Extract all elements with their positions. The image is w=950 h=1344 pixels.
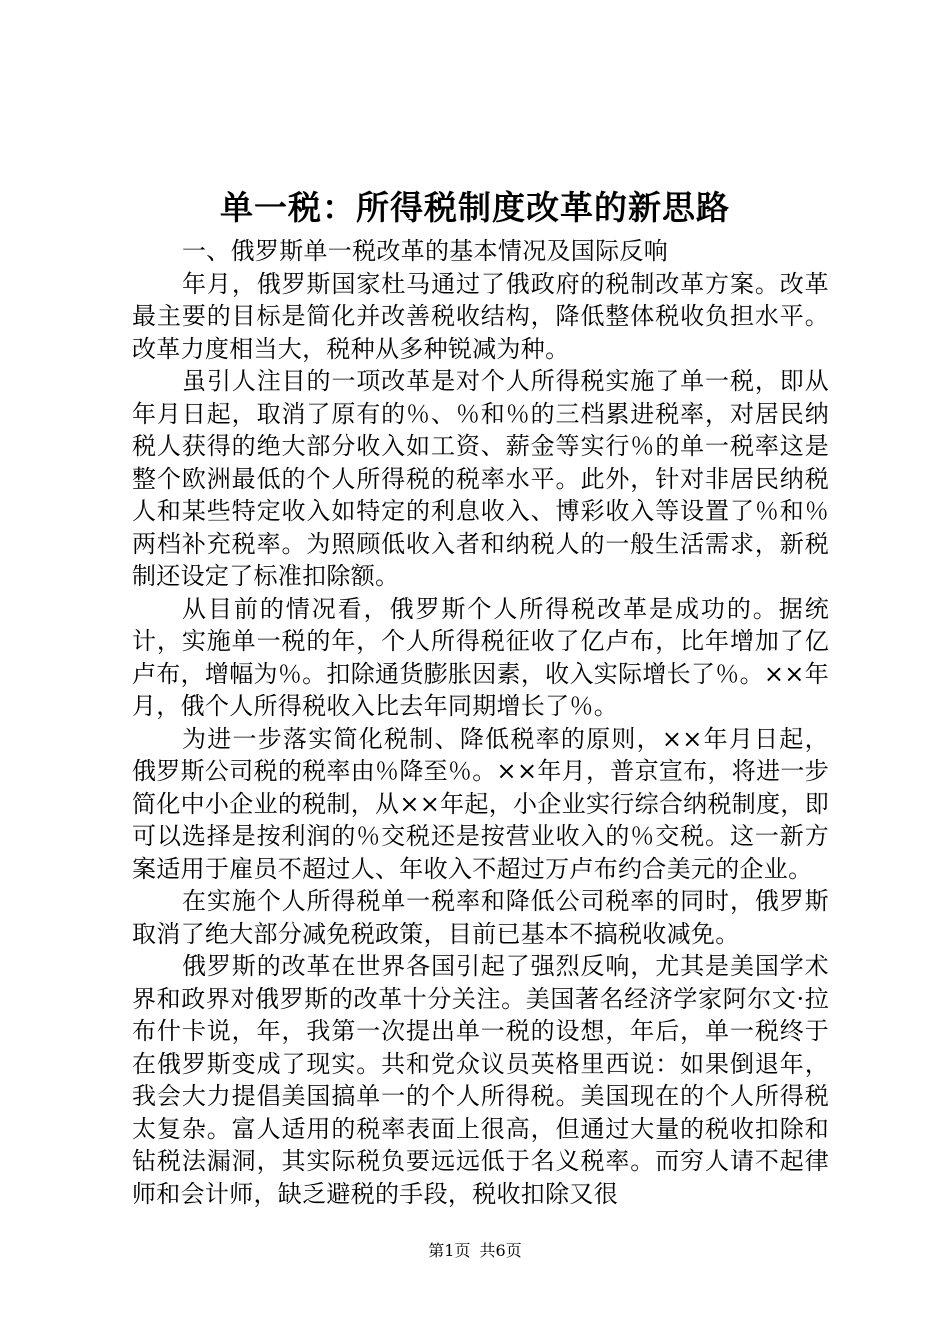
paragraph: 年月，俄罗斯国家杜马通过了俄政府的税制改革方案。改革最主要的目标是简化并改善税收结构，降低整体税收负担水平。改革力度相当大，税种从多种锐减为种。	[132, 269, 829, 363]
paragraph: 俄罗斯的改革在世界各国引起了强烈反响，尤其是美国学术界和政界对俄罗斯的改革十分关注。美国著名经济学家阿尔文·拉布什卡说，年，我第一次提出单一税的设想，年后，单一税终于在俄罗斯变成了现实。共和党众议员英格里西说：如果倒退年，我会大力提倡美国搞单一的个人所得税。美国现在的个人所得税太复杂。富人适用的税率表面上很高，但通过大量的税收扣除和钻税法漏洞，其实际税负要远远低于名义税率。而穷人请不起律师和会计师，缺乏避税的手段，税收扣除又很	[132, 952, 829, 1208]
document-title: 单一税：所得税制度改革的新思路	[220, 188, 730, 227]
document-body	[132, 235, 829, 1210]
section-heading: 一、俄罗斯单一税改革的基本情况及国际反响	[182, 237, 668, 265]
page-number: 第1页	[428, 1241, 471, 1260]
paragraph: 为进一步落实简化税制、降低税率的原则，××年月日起，俄罗斯公司税的税率由％降至％。××年月，普京宣布，将进一步简化中小企业的税制，从××年起，小企业实行综合纳税制度，即可以选择是按利润的％交税还是按营业收入的％交税。这一新方案适用于雇员不超过人、年收入不超过万卢布约合美元的企业。	[132, 724, 829, 883]
paragraph: 虽引人注目的一项改革是对个人所得税实施了单一税，即从年月日起，取消了原有的％、％和％的三档累进税率，对居民纳税人获得的绝大部分收入如工资、薪金等实行％的单一税率这是整个欧洲最低的个人所得税的税率水平。此外，针对非居民纳税人和某些特定收入如特定的利息收入、博彩收入等设置了％和％两档补充税率。为照顾低收入者和纳税人的一般生活需求，新税制还设定了标准扣除额。	[132, 367, 829, 590]
paragraph: 从目前的情况看，俄罗斯个人所得税改革是成功的。据统计，实施单一税的年，个人所得税征收了亿卢布，比年增加了亿卢布，增幅为％。扣除通货膨胀因素，收入实际增长了％。××年月，俄个人所得税收入比去年同期增长了％。	[132, 594, 829, 720]
page-footer	[0, 1240, 950, 1262]
paragraph: 在实施个人所得税单一税率和降低公司税率的同时，俄罗斯取消了绝大部分减免税政策，目前已基本不搞税收减免。	[132, 887, 829, 948]
page-total: 共6页	[479, 1241, 522, 1260]
